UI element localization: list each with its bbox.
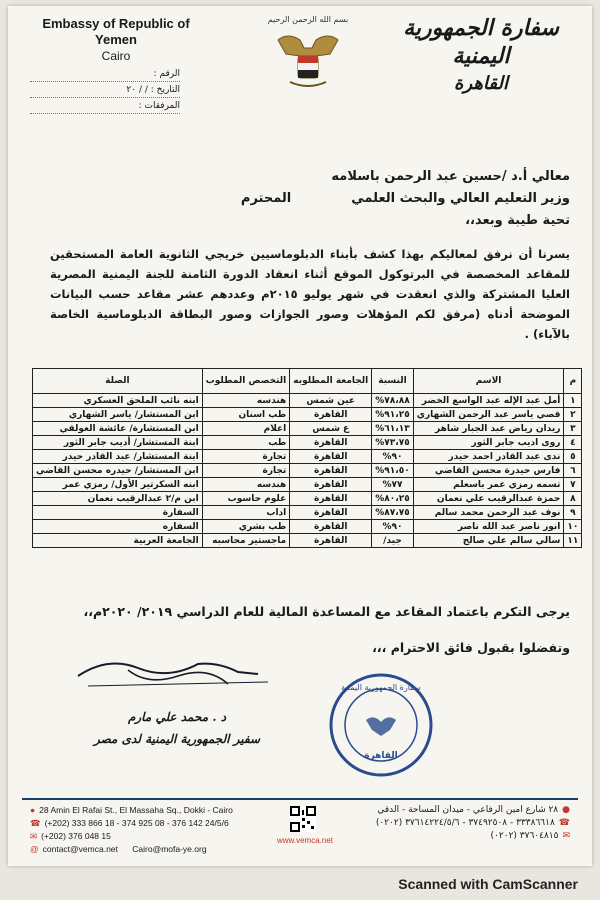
basmala-text: بسم الله الرحمن الرحيم — [268, 15, 348, 24]
students-table — [32, 368, 582, 548]
email-icon: @ — [30, 844, 39, 854]
row-relation: السفاره — [33, 520, 203, 534]
signatory-title: سفير الجمهورية اليمنية لدى مصر — [93, 732, 261, 746]
row-university: عين شمس — [290, 394, 372, 408]
row-percent: ٧٧% — [372, 478, 413, 492]
row-university: القاهرة — [290, 450, 372, 464]
row-index: ٨ — [564, 492, 582, 506]
row-relation: ابن المستشار/ ياسر الشهاري — [33, 408, 203, 422]
row-relation: السفارة — [33, 506, 203, 520]
address-ar: ٢٨ شارع امين الرفاعي - ميدان المساحة - الدقي — [377, 805, 559, 815]
row-index: ٥ — [564, 450, 582, 464]
row-major: ماجستير محاسبه — [202, 534, 290, 548]
header-arabic — [386, 14, 576, 98]
location-pin-icon: ● — [30, 805, 36, 815]
row-relation: ابن المستشار/ حيدره محسن القاضي — [33, 464, 203, 478]
closing-request: يرجى التكرم باعتماد المقاعد مع المساعدة المالية للعام الدراسي ٢٠١٩/ ٢٠٢٠م،، — [83, 604, 570, 619]
row-name: حمزة عبدالرقيب علي نعمان — [413, 492, 564, 506]
footer-divider — [22, 798, 578, 800]
embassy-stamp-icon — [326, 670, 436, 780]
row-major: طب اسنان — [202, 408, 290, 422]
website-link[interactable]: www.vemca.net — [276, 836, 334, 845]
row-percent: ٩٠% — [372, 450, 413, 464]
ref-number: الرقم : — [30, 68, 180, 82]
embassy-name-en: Embassy of Republic of Yemen — [42, 16, 190, 47]
row-index: ٣ — [564, 422, 582, 436]
row-percent: ٨٠،٢٥% — [372, 492, 413, 506]
city-ar: القاهرة — [454, 73, 508, 94]
row-relation: ابن م/٢ عبدالرقيب نعمان — [33, 492, 203, 506]
letter-paragraph — [50, 244, 570, 344]
reference-fields — [30, 68, 180, 116]
row-relation: ابنه السكرتير الأول/ رمزي عمر — [33, 478, 203, 492]
addressee-name: معالي أ.د /حسين عبد الرحمن باسلامه — [331, 169, 570, 184]
row-index: ٢ — [564, 408, 582, 422]
table-row — [33, 450, 582, 464]
fax-ar: ٣٧٦٠٤٨١٥ (٠٢٠٢) — [490, 831, 559, 841]
table-row — [33, 394, 582, 408]
location-pin-icon: ● — [562, 805, 570, 815]
row-name: ندى عبد القادر احمد حيدر — [413, 450, 564, 464]
greeting: تحية طيبة وبعد،، — [465, 213, 570, 228]
addressee-block — [50, 166, 570, 232]
table-row — [33, 422, 582, 436]
table-row — [33, 464, 582, 478]
letter-sheet — [8, 6, 592, 866]
table-header-row — [33, 369, 582, 394]
row-university: القاهرة — [290, 436, 372, 450]
phone-icon: ☎ — [558, 818, 570, 828]
row-index: ٦ — [564, 464, 582, 478]
email-en[interactable]: contact@vemca.net — [42, 844, 118, 854]
email2-en[interactable]: Cairo@mofa-ye.org — [132, 844, 207, 854]
row-relation: ابن المستشارة/ عائشة العولقي — [33, 422, 203, 436]
ref-attachments: المرفقات : — [30, 100, 180, 114]
table-row — [33, 492, 582, 506]
row-percent: ٧٣،٧٥% — [372, 436, 413, 450]
row-percent: ٩١،٢٥% — [372, 408, 413, 422]
paragraph-text: يسرنا أن نرفق لمعاليكم بهذا كشف بأبناء الدبلوماسيين خريجي الثانوية العامة المستحقين للمقاعد المخصصة في البرتوكول الموقع أثناء انعقاد الدورة الثامنة للجنة اليمنية المصرية العليا المشتركة والذي انعقدت في شهر يوليو ٢٠١٥م وعددهم عشر مقاعد حسب البيانات الموضحة أدناه (مرفق لكم المؤهلات وصور الجوازات وصور البطاقة الدبلوماسية الخاصة بالآباء) . — [50, 247, 570, 341]
row-name: تسمه رمزي عمر باسعلم — [413, 478, 564, 492]
fax-en: (+202) 376 048 15 — [41, 831, 111, 841]
row-index: ١٠ — [564, 520, 582, 534]
header-english — [26, 16, 206, 64]
col-name: الاسم — [413, 369, 564, 394]
table-row — [33, 520, 582, 534]
row-major: اعلام — [202, 422, 290, 436]
row-percent: ٩١،٥٠% — [372, 464, 413, 478]
phone-icon: ☎ — [30, 818, 41, 828]
row-percent: جيد/ — [372, 534, 413, 548]
addressee-honorific: المحترم — [240, 191, 292, 206]
row-percent: ٨٧،٧٥% — [372, 506, 413, 520]
row-percent: ٦١،١٣% — [372, 422, 413, 436]
table-row — [33, 478, 582, 492]
row-relation: ابنة المستشار/ عبد القادر حيدر — [33, 450, 203, 464]
row-index: ١ — [564, 394, 582, 408]
address-en: 28 Amin El Rafai St., El Massaha Sq., Dokki - Cairo — [39, 805, 233, 815]
signatory — [72, 706, 282, 750]
row-university: ع شمس — [290, 422, 372, 436]
row-university: القاهرة — [290, 478, 372, 492]
closing-regards: وتفضلوا بقبول فائق الاحترام ،،، — [372, 640, 570, 655]
row-major: هندسه — [202, 394, 290, 408]
footer-english — [30, 804, 270, 856]
row-name: ريدان رياض عبد الجبار شاهر — [413, 422, 564, 436]
row-major: طب — [202, 436, 290, 450]
col-percent: النسبة — [372, 369, 413, 394]
row-name: انور ناصر عبد الله ناصر — [413, 520, 564, 534]
row-name: فارس حيدرة محسن القاضي — [413, 464, 564, 478]
signatory-name: د . محمد علي مارم — [127, 710, 227, 724]
row-major: هندسه — [202, 478, 290, 492]
row-university: القاهرة — [290, 464, 372, 478]
row-percent: ٧٨،٨٨% — [372, 394, 413, 408]
row-university: القاهرة — [290, 506, 372, 520]
phone-en: (+202) 333 866 18 - 374 925 08 - 376 142 24/5/6 — [44, 818, 229, 828]
fax-icon: ✉ — [562, 831, 570, 841]
row-major: علوم حاسوب — [202, 492, 290, 506]
row-major: تجارة — [202, 450, 290, 464]
qr-code-icon — [290, 806, 316, 832]
stamp-top-text: سفارة الجمهورية اليمنية — [341, 683, 421, 692]
table-row — [33, 436, 582, 450]
col-major: التخصص المطلوب — [202, 369, 290, 394]
col-relation: الصلة — [33, 369, 203, 394]
row-index: ٤ — [564, 436, 582, 450]
row-university: القاهرة — [290, 534, 372, 548]
city-en: Cairo — [101, 49, 131, 63]
row-index: ١١ — [564, 534, 582, 548]
table-row — [33, 534, 582, 548]
col-index: م — [564, 369, 582, 394]
table-row — [33, 506, 582, 520]
row-name: سالي سالم علي صالح — [413, 534, 564, 548]
row-name: روى اديب جابر الثور — [413, 436, 564, 450]
addressee-title: وزير التعليم العالي والبحث العلمي — [351, 191, 570, 206]
row-relation: الجامعة العربية — [33, 534, 203, 548]
row-major: اداب — [202, 506, 290, 520]
ref-date: التاريخ : / / ٢٠ — [30, 84, 180, 98]
row-name: نوف عبد الرحمن محمد سالم — [413, 506, 564, 520]
row-relation: ابنة المستشار/ أديب جابر الثور — [33, 436, 203, 450]
col-university: الجامعة المطلوبه — [290, 369, 372, 394]
row-relation: ابنه نائب الملحق العسكري — [33, 394, 203, 408]
row-index: ٧ — [564, 478, 582, 492]
phone-ar: ٣٣٣٨٦٦١٨ - ٣٧٤٩٢٥٠٨ - ٣٧٦١٤٢٢٤/٥/٦ (٠٢٠٢) — [375, 818, 555, 828]
camscanner-watermark: Scanned with CamScanner — [398, 876, 578, 892]
row-major: طب بشري — [202, 520, 290, 534]
row-index: ٩ — [564, 506, 582, 520]
row-percent: ٩٠% — [372, 520, 413, 534]
row-university: القاهرة — [290, 408, 372, 422]
row-university: القاهرة — [290, 492, 372, 506]
row-name: أمل عبد الإله عبد الواسع الخضر — [413, 394, 564, 408]
table-row — [33, 408, 582, 422]
row-major: تجارة — [202, 464, 290, 478]
embassy-name-ar: سفارة الجمهورية اليمنية — [403, 15, 559, 69]
fax-icon: ✉ — [30, 831, 38, 841]
row-university: القاهرة — [290, 520, 372, 534]
stamp-bottom-text: القاهرة — [364, 751, 398, 761]
footer-arabic — [350, 804, 570, 843]
emblem-icon — [268, 10, 348, 96]
row-name: قصي ياسر عبد الرحمن الشهاري — [413, 408, 564, 422]
